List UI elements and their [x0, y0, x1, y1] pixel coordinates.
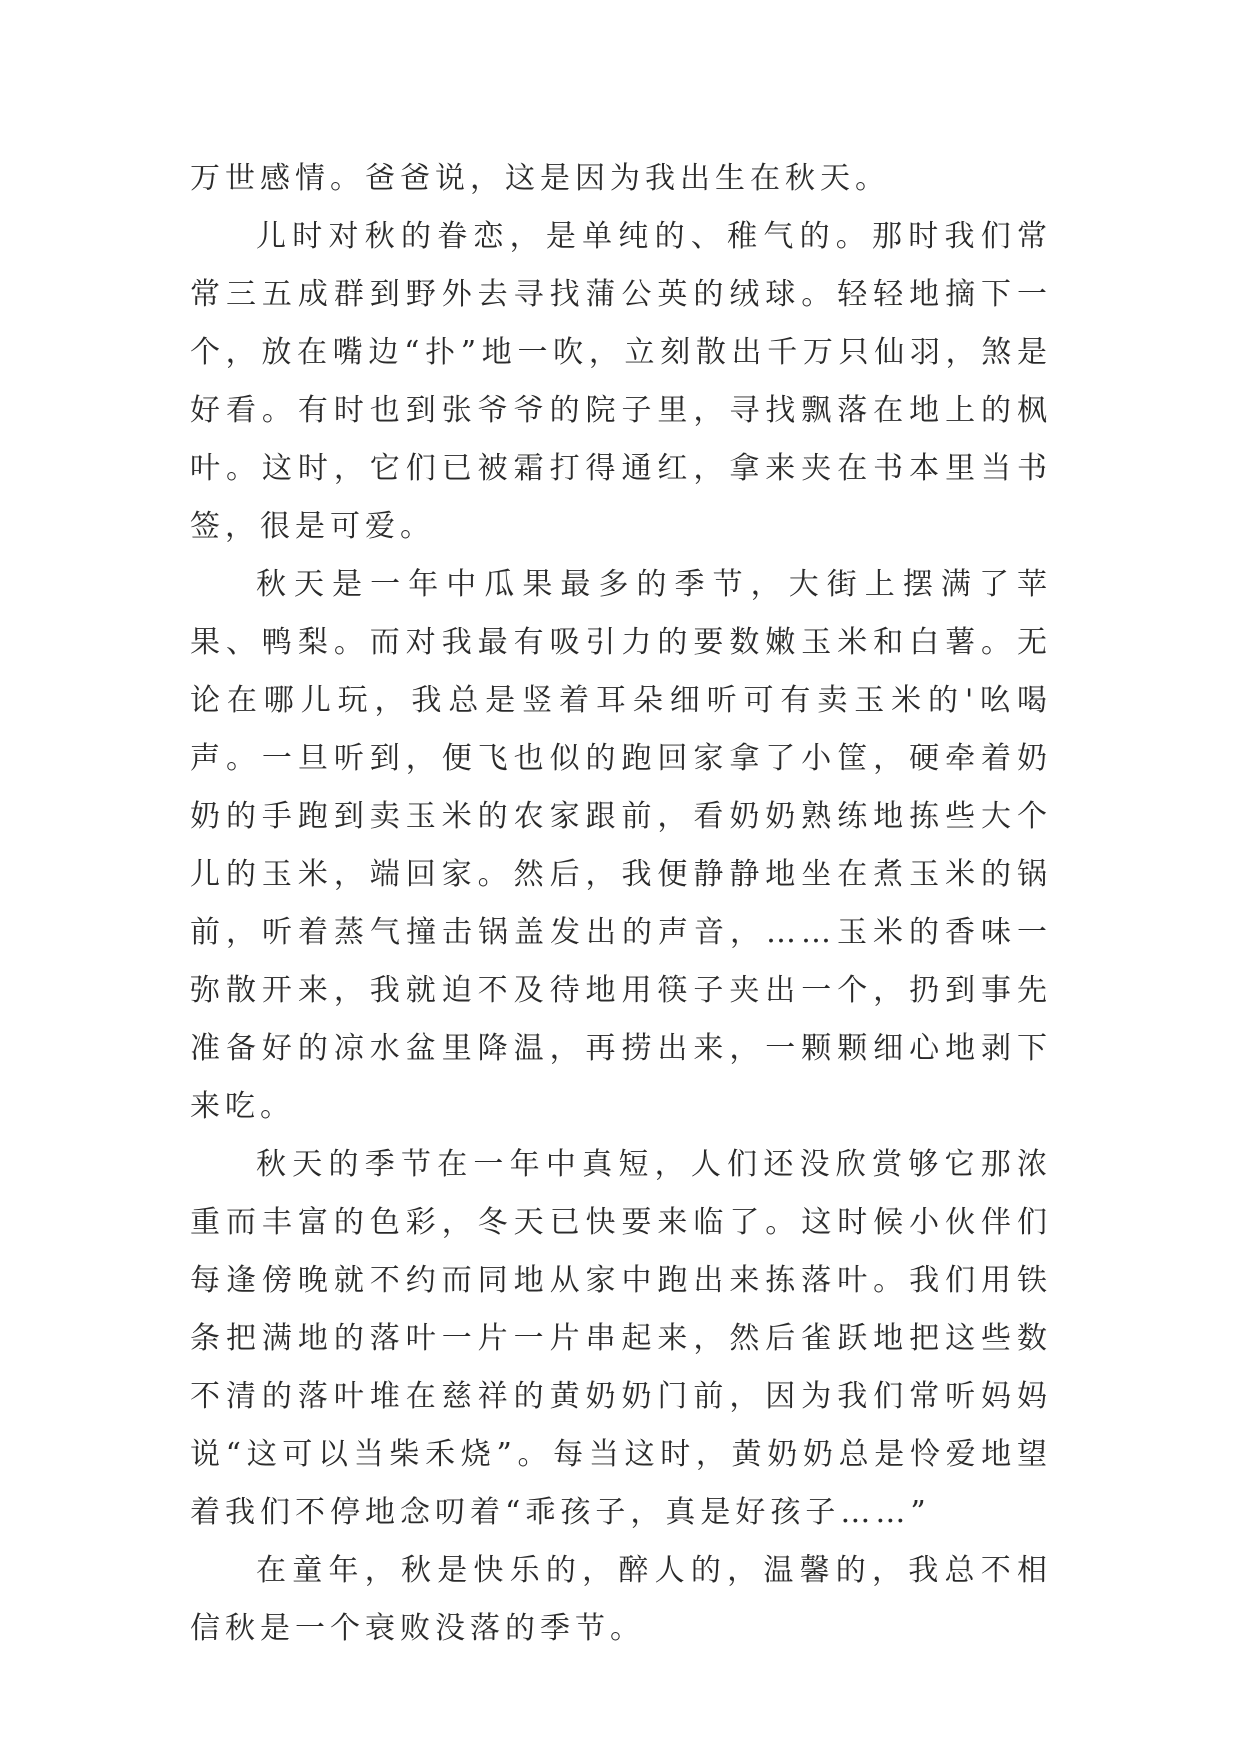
paragraph-3: 秋天是一年中瓜果最多的季节，大街上摆满了苹果、鸭梨。而对我最有吸引力的要数嫩玉米和白薯。无论在哪儿玩，我总是竖着耳朵细听可有卖玉米的'吆喝声。一旦听到，便飞也似的跑回家拿了小筐，硬牵着奶奶的手跑到卖玉米的农家跟前，看奶奶熟练地拣些大个儿的玉米，端回家。然后，我便静静地坐在煮玉米的锅前，听着蒸气撞击锅盖发出的声音，……玉米的香味一弥散开来，我就迫不及待地用筷子夹出一个，扔到事先准备好的凉水盆里降温，再捞出来，一颗颗细心地剥下来吃。 — [190, 567, 1052, 1124]
paragraph-2: 儿时对秋的眷恋，是单纯的、稚气的。那时我们常常三五成群到野外去寻找蒲公英的绒球。轻轻地摘下一个，放在嘴边“扑”地一吹，立刻散出千万只仙羽，煞是好看。有时也到张爷爷的院子里，寻找飘落在地上的枫叶。这时，它们已被霜打得通红，拿来夹在书本里当书签，很是可爱。 — [190, 219, 1052, 544]
paragraph-5: 在童年，秋是快乐的，醉人的，温馨的，我总不相信秋是一个衰败没落的季节。 — [190, 1553, 1052, 1646]
document-page — [190, 150, 1052, 1658]
paragraph-4: 秋天的季节在一年中真短，人们还没欣赏够它那浓重而丰富的色彩，冬天已快要来临了。这时候小伙伴们每逢傍晚就不约而同地从家中跑出来拣落叶。我们用铁条把满地的落叶一片一片串起来，然后雀跃地把这些数不清的落叶堆在慈祥的黄奶奶门前，因为我们常听妈妈说“这可以当柴禾烧”。每当这时，黄奶奶总是怜爱地望着我们不停地念叨着“乖孩子，真是好孩子……” — [190, 1147, 1052, 1530]
paragraph-1: 万世感情。爸爸说，这是因为我出生在秋天。 — [190, 161, 890, 196]
